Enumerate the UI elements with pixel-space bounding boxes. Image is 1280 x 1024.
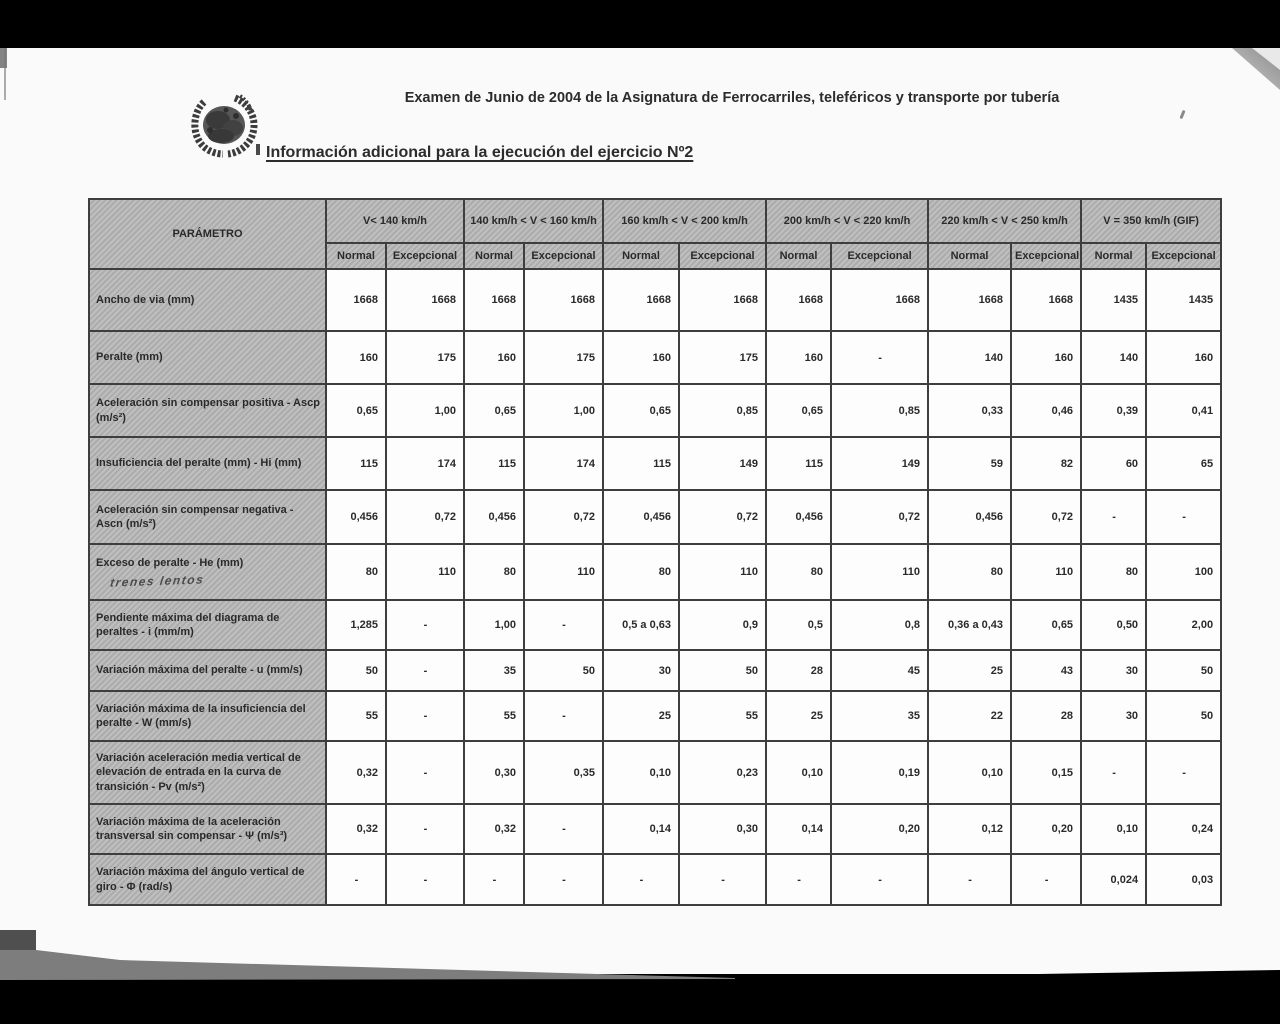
value-cell: 0,35	[524, 741, 603, 804]
value-cell: 65	[1146, 437, 1221, 490]
value-cell: 160	[766, 331, 831, 384]
value-cell: 0,32	[326, 804, 386, 854]
scan-artifact-mark	[1179, 110, 1185, 119]
value-cell: 0,46	[1011, 384, 1081, 437]
value-cell: 0,41	[1146, 384, 1221, 437]
value-cell: 80	[464, 544, 524, 600]
speed-group-header: 220 km/h < V < 250 km/h	[928, 199, 1081, 243]
scan-edge-line	[4, 48, 6, 100]
value-cell: -	[831, 331, 928, 384]
value-cell: 0,14	[603, 804, 679, 854]
value-cell: 35	[831, 691, 928, 741]
value-cell: -	[524, 804, 603, 854]
value-cell: 1668	[831, 269, 928, 331]
table-row	[89, 384, 1221, 437]
value-cell: -	[326, 854, 386, 905]
value-cell: 30	[603, 650, 679, 691]
value-cell: 0,30	[464, 741, 524, 804]
value-cell: 55	[326, 691, 386, 741]
table-row	[89, 854, 1221, 905]
value-cell: 115	[603, 437, 679, 490]
value-cell: 110	[386, 544, 464, 600]
value-cell: 28	[1011, 691, 1081, 741]
row-label: Variación aceleración media vertical de elevación de entrada en la curva de transición - Pv (m/s²)	[89, 741, 326, 804]
value-cell: 0,30	[679, 804, 766, 854]
value-cell: 0,32	[326, 741, 386, 804]
value-cell: 25	[766, 691, 831, 741]
value-cell: 149	[831, 437, 928, 490]
value-cell: 25	[928, 650, 1011, 691]
value-cell: 35	[464, 650, 524, 691]
parameters-table	[88, 198, 1222, 906]
value-cell: 0,65	[464, 384, 524, 437]
value-cell: -	[1146, 741, 1221, 804]
value-cell: 0,72	[679, 490, 766, 544]
value-cell: -	[603, 854, 679, 905]
value-cell: -	[928, 854, 1011, 905]
value-cell: 50	[1146, 691, 1221, 741]
value-cell: 0,456	[928, 490, 1011, 544]
value-cell: -	[1081, 741, 1146, 804]
value-cell: 110	[524, 544, 603, 600]
value-cell: -	[386, 854, 464, 905]
value-cell: 0,12	[928, 804, 1011, 854]
value-cell: -	[386, 600, 464, 650]
value-cell: 0,456	[326, 490, 386, 544]
sub-header-excepcional: Excepcional	[524, 243, 603, 269]
value-cell: -	[524, 854, 603, 905]
value-cell: 1435	[1081, 269, 1146, 331]
table-row	[89, 741, 1221, 804]
value-cell: 30	[1081, 691, 1146, 741]
value-cell: 0,85	[679, 384, 766, 437]
value-cell: 50	[1146, 650, 1221, 691]
value-cell: 80	[1081, 544, 1146, 600]
row-label: Exceso de peralte - He (mm) trenes lentos	[89, 544, 326, 600]
value-cell: 0,10	[766, 741, 831, 804]
value-cell: 59	[928, 437, 1011, 490]
row-label: Variación máxima de la aceleración transversal sin compensar - Ψ (m/s³)	[89, 804, 326, 854]
table-row	[89, 600, 1221, 650]
value-cell: 174	[386, 437, 464, 490]
value-cell: 0,65	[1011, 600, 1081, 650]
value-cell: 22	[928, 691, 1011, 741]
sub-header-normal: Normal	[603, 243, 679, 269]
table-row	[89, 804, 1221, 854]
value-cell: 0,10	[1081, 804, 1146, 854]
value-cell: 149	[679, 437, 766, 490]
table-row	[89, 331, 1221, 384]
value-cell: 25	[603, 691, 679, 741]
value-cell: 115	[464, 437, 524, 490]
value-cell: 0,03	[1146, 854, 1221, 905]
value-cell: -	[464, 854, 524, 905]
value-cell: -	[1081, 490, 1146, 544]
value-cell: 0,20	[831, 804, 928, 854]
speed-group-header: 200 km/h < V < 220 km/h	[766, 199, 928, 243]
sub-header-excepcional: Excepcional	[831, 243, 928, 269]
value-cell: 0,14	[766, 804, 831, 854]
value-cell: -	[524, 691, 603, 741]
university-crest-logo	[188, 92, 262, 160]
value-cell: 80	[766, 544, 831, 600]
sub-header-normal: Normal	[766, 243, 831, 269]
value-cell: 0,23	[679, 741, 766, 804]
value-cell: 0,65	[326, 384, 386, 437]
param-column-header: PARÁMETRO	[89, 199, 326, 269]
row-label: Pendiente máxima del diagrama de peraltes - i (mm/m)	[89, 600, 326, 650]
value-cell: 55	[679, 691, 766, 741]
sub-header-excepcional: Excepcional	[386, 243, 464, 269]
value-cell: 0,19	[831, 741, 928, 804]
table-row	[89, 269, 1221, 331]
value-cell: 0,65	[603, 384, 679, 437]
value-cell: 1668	[524, 269, 603, 331]
value-cell: 0,85	[831, 384, 928, 437]
value-cell: 1668	[603, 269, 679, 331]
value-cell: 1,00	[524, 384, 603, 437]
sub-header-normal: Normal	[464, 243, 524, 269]
sub-header-normal: Normal	[1081, 243, 1146, 269]
value-cell: 1,285	[326, 600, 386, 650]
value-cell: 0,72	[524, 490, 603, 544]
value-cell: -	[386, 650, 464, 691]
value-cell: 0,39	[1081, 384, 1146, 437]
value-cell: -	[524, 600, 603, 650]
value-cell: 110	[679, 544, 766, 600]
value-cell: 0,5	[766, 600, 831, 650]
value-cell: 0,456	[766, 490, 831, 544]
value-cell: 174	[524, 437, 603, 490]
value-cell: 160	[603, 331, 679, 384]
speed-group-header: 160 km/h < V < 200 km/h	[603, 199, 766, 243]
value-cell: 175	[679, 331, 766, 384]
table-row	[89, 544, 1221, 600]
value-cell: 160	[1146, 331, 1221, 384]
value-cell: 160	[1011, 331, 1081, 384]
value-cell: 115	[766, 437, 831, 490]
row-label: Aceleración sin compensar negativa - Ascn (m/s²)	[89, 490, 326, 544]
row-label: Ancho de via (mm)	[89, 269, 326, 331]
value-cell: 115	[326, 437, 386, 490]
value-cell: 1668	[928, 269, 1011, 331]
sub-header-excepcional: Excepcional	[679, 243, 766, 269]
value-cell: 0,10	[603, 741, 679, 804]
value-cell: 175	[524, 331, 603, 384]
value-cell: 0,32	[464, 804, 524, 854]
speed-group-header: V = 350 km/h (GIF)	[1081, 199, 1221, 243]
section-title: Información adicional para la ejecución del ejercicio Nº2	[266, 144, 694, 161]
table-row	[89, 490, 1221, 544]
value-cell: 1668	[326, 269, 386, 331]
table-row	[89, 437, 1221, 490]
speed-group-header: V< 140 km/h	[326, 199, 464, 243]
table-body	[89, 269, 1221, 905]
sub-header-excepcional: Excepcional	[1011, 243, 1081, 269]
value-cell: 30	[1081, 650, 1146, 691]
value-cell: 1,00	[386, 384, 464, 437]
row-label: Variación máxima del peralte - u (mm/s)	[89, 650, 326, 691]
value-cell: 28	[766, 650, 831, 691]
sub-header-normal: Normal	[928, 243, 1011, 269]
value-cell: 0,20	[1011, 804, 1081, 854]
row-label: Insuficiencia del peralte (mm) - Hi (mm)	[89, 437, 326, 490]
speed-group-header: 140 km/h < V < 160 km/h	[464, 199, 603, 243]
value-cell: 80	[326, 544, 386, 600]
table-header	[89, 199, 1221, 269]
value-cell: 45	[831, 650, 928, 691]
value-cell: 100	[1146, 544, 1221, 600]
value-cell: -	[1011, 854, 1081, 905]
value-cell: 80	[928, 544, 1011, 600]
scan-corner-artifact	[1218, 48, 1280, 96]
value-cell: 160	[326, 331, 386, 384]
value-cell: 0,15	[1011, 741, 1081, 804]
value-cell: 43	[1011, 650, 1081, 691]
value-cell: 50	[524, 650, 603, 691]
value-cell: 0,024	[1081, 854, 1146, 905]
value-cell: 82	[1011, 437, 1081, 490]
value-cell: 1668	[679, 269, 766, 331]
row-label: Aceleración sin compensar positiva - Ascp (m/s²)	[89, 384, 326, 437]
value-cell: 0,456	[603, 490, 679, 544]
value-cell: 80	[603, 544, 679, 600]
row-label: Variación máxima del ángulo vertical de giro - Φ (rad/s)	[89, 854, 326, 905]
value-cell: -	[679, 854, 766, 905]
value-cell: 1435	[1146, 269, 1221, 331]
exam-title: Examen de Junio de 2004 de la Asignatura de Ferrocarriles, teleféricos y transporte por tubería	[404, 90, 1060, 106]
value-cell: 110	[1011, 544, 1081, 600]
value-cell: 1668	[766, 269, 831, 331]
value-cell: 0,72	[386, 490, 464, 544]
value-cell: 1668	[464, 269, 524, 331]
value-cell: 0,9	[679, 600, 766, 650]
value-cell: 0,456	[464, 490, 524, 544]
value-cell: 1668	[1011, 269, 1081, 331]
value-cell: 50	[326, 650, 386, 691]
row-label: Variación máxima de la insuficiencia del peralte - W (mm/s)	[89, 691, 326, 741]
sub-header-normal: Normal	[326, 243, 386, 269]
row-label: Peralte (mm)	[89, 331, 326, 384]
value-cell: -	[386, 691, 464, 741]
value-cell: 50	[679, 650, 766, 691]
value-cell: 0,72	[1011, 490, 1081, 544]
value-cell: 0,8	[831, 600, 928, 650]
value-cell: 140	[928, 331, 1011, 384]
value-cell: 1,00	[464, 600, 524, 650]
value-cell: 0,5 a 0,63	[603, 600, 679, 650]
value-cell: 1668	[386, 269, 464, 331]
sub-header-excepcional: Excepcional	[1146, 243, 1221, 269]
value-cell: 110	[831, 544, 928, 600]
value-cell: 0,10	[928, 741, 1011, 804]
value-cell: 160	[464, 331, 524, 384]
scan-bottom-shadow	[0, 924, 1280, 1024]
value-cell: 0,50	[1081, 600, 1146, 650]
scanned-page	[0, 48, 1280, 974]
value-cell: 0,36 a 0,43	[928, 600, 1011, 650]
value-cell: 0,72	[831, 490, 928, 544]
table-row	[89, 691, 1221, 741]
value-cell: 0,33	[928, 384, 1011, 437]
value-cell: 60	[1081, 437, 1146, 490]
handwritten-note: trenes lentos	[109, 572, 206, 591]
group-header-row	[89, 199, 1221, 243]
value-cell: -	[386, 741, 464, 804]
value-cell: 0,24	[1146, 804, 1221, 854]
value-cell: 0,65	[766, 384, 831, 437]
value-cell: -	[386, 804, 464, 854]
value-cell: -	[831, 854, 928, 905]
value-cell: 55	[464, 691, 524, 741]
scanner-black-margin-top	[0, 0, 1280, 48]
value-cell: 175	[386, 331, 464, 384]
table-row	[89, 650, 1221, 691]
value-cell: 140	[1081, 331, 1146, 384]
value-cell: 2,00	[1146, 600, 1221, 650]
value-cell: -	[1146, 490, 1221, 544]
value-cell: -	[766, 854, 831, 905]
